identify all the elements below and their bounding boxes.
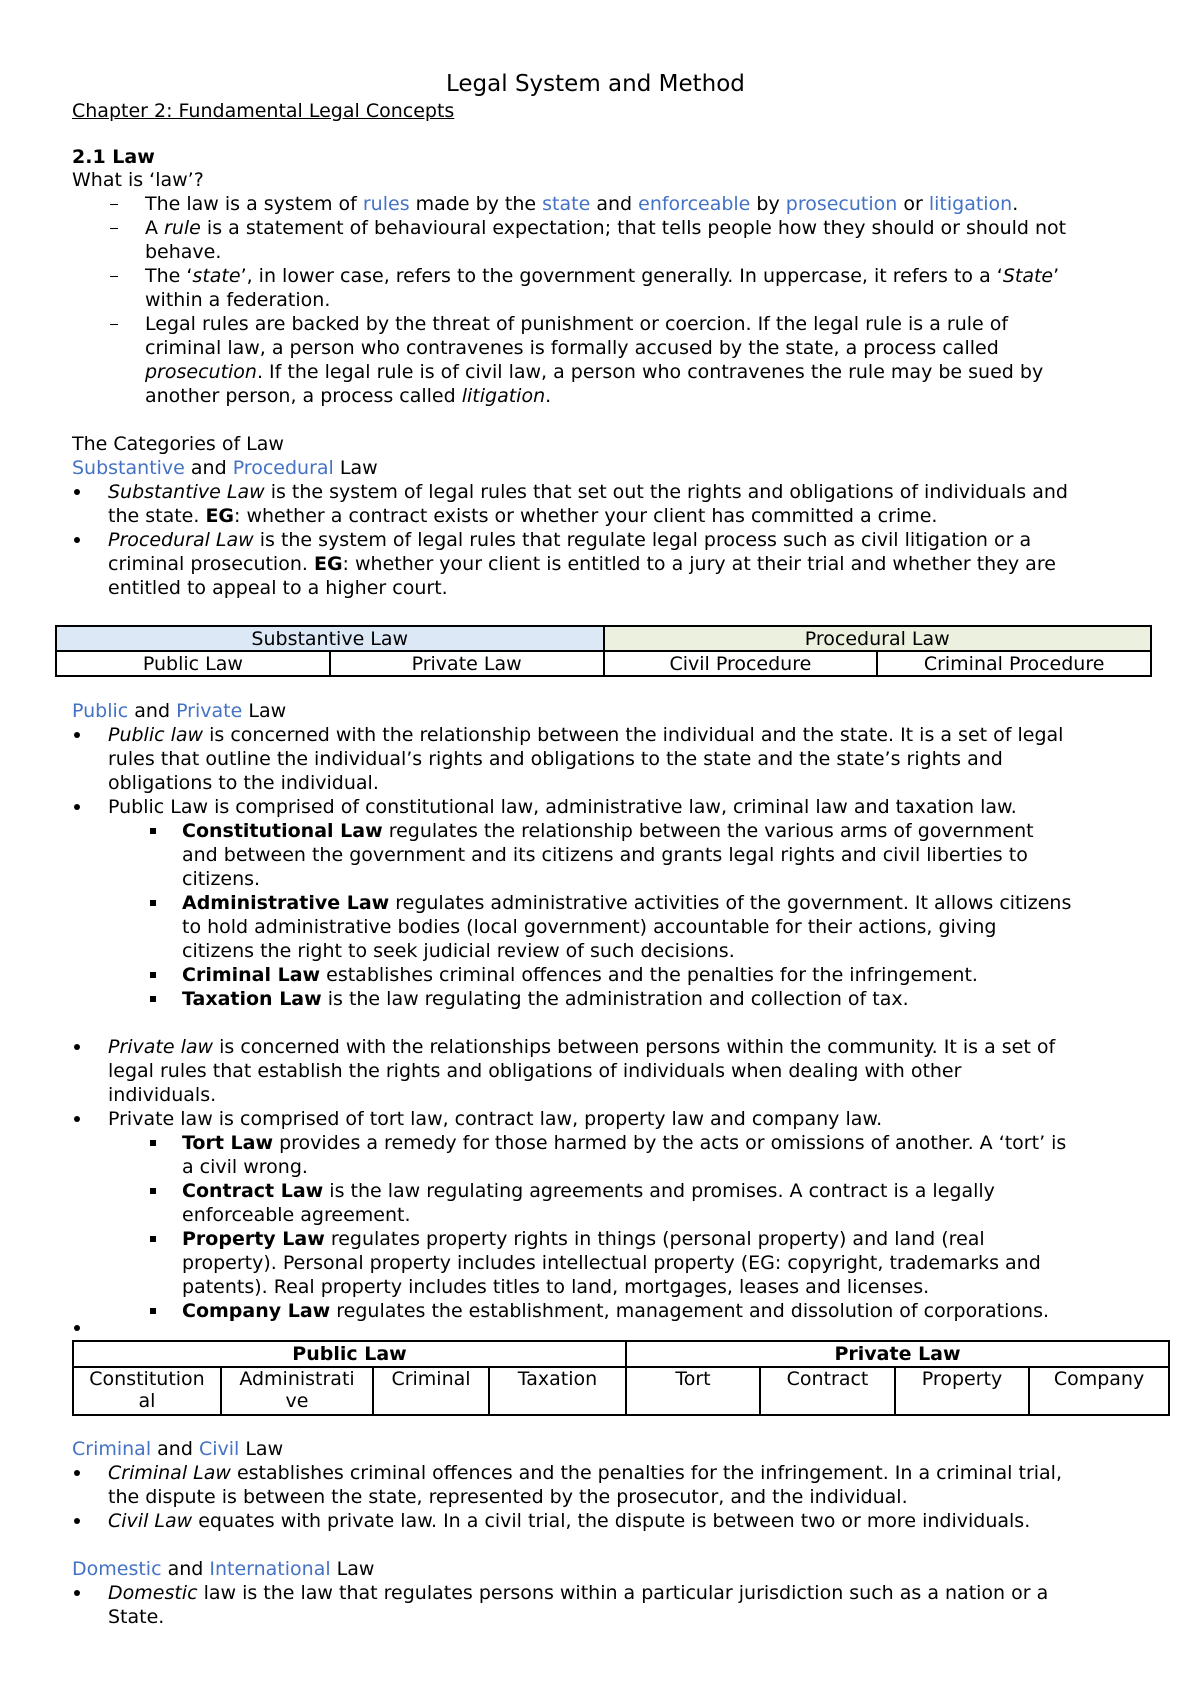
square-bullet [150,996,156,1002]
private-law-def-3: individuals. [108,1084,217,1106]
criminal-law-def-2: the dispute is between the state, represented by the prosecutor, and the individual. [108,1486,908,1508]
square-bullet [150,1188,156,1194]
bullet [74,804,80,810]
table-cell: Constitution al [73,1367,221,1415]
private-law-def-2: legal rules that establish the rights and obligations of individuals when dealing with other [108,1060,962,1082]
administrative-law-1: Administrative Law regulates administrative activities of the government. It allows citizens [182,892,1072,914]
table-cell: Criminal [373,1367,489,1415]
square-bullet [150,1236,156,1242]
square-bullet [150,972,156,978]
public-law-components: Public Law is comprised of constitutional law, administrative law, criminal law and taxation law. [108,796,1017,818]
section-heading: 2.1 Law [72,146,155,168]
tort-law-1: Tort Law provides a remedy for those harmed by the acts or omissions of another. A ‘tort’ is [182,1132,1067,1154]
table-cell: Public Law [56,651,330,676]
public-private-table [72,1340,1170,1416]
substantive-def-1: Substantive Law is the system of legal rules that set out the rights and obligations of individuals and [108,481,1068,503]
domestic-law-def-2: State. [108,1606,165,1628]
question-text: What is ‘law’? [72,169,204,191]
rule-definition: A rule is a statement of behavioural expectation; that tells people how they should or should not [145,217,1067,239]
property-law-3: patents). Real property includes titles to land, mortgages, leases and licenses. [182,1276,930,1298]
law-categories-table [55,625,1152,677]
table-cell: Property [895,1367,1029,1415]
constitutional-law-3: citizens. [182,868,261,890]
criminal-law-def-1: Criminal Law establishes criminal offences and the penalties for the infringement. In a criminal trial, [108,1462,1062,1484]
rule-definition-cont: behave. [145,241,222,263]
substantive-law-header: Substantive Law [56,626,604,651]
table-cell: Taxation [489,1367,626,1415]
table-cell: Company [1029,1367,1169,1415]
contract-law-1: Contract Law is the law regulating agreements and promises. A contract is a legally [182,1180,995,1202]
procedural-def-3: entitled to appeal to a higher court. [108,577,448,599]
chapter-heading: Chapter 2: Fundamental Legal Concepts [72,100,455,122]
document-title: Legal System and Method [446,71,745,97]
property-law-1: Property Law regulates property rights in things (personal property) and land (real [182,1228,985,1250]
table-cell: Tort [626,1367,760,1415]
constitutional-law-1: Constitutional Law regulates the relationship between the various arms of government [182,820,1034,842]
tort-law-2: a civil wrong. [182,1156,308,1178]
constitutional-law-2: and between the government and its citizens and grants legal rights and civil liberties to [182,844,1028,866]
dash-bullet [110,228,118,229]
bullet [74,1590,80,1596]
table-cell: Criminal Procedure [877,651,1151,676]
table-cell: Administrati ve [221,1367,373,1415]
civil-law-def: Civil Law equates with private law. In a civil trial, the dispute is between two or more individuals. [108,1510,1031,1532]
coercion-line-4: another person, a process called litigation. [145,385,552,407]
private-law-header: Private Law [626,1341,1169,1367]
coercion-line-2: criminal law, a person who contravenes is formally accused by the state, a process called [145,337,999,359]
table-cell: Civil Procedure [604,651,878,676]
public-law-def-2: rules that outline the individual’s rights and obligations to the state and the state’s rights and [108,748,1003,770]
administrative-law-3: citizens the right to seek judicial review of such decisions. [182,940,735,962]
bullet [74,1518,80,1524]
property-law-2: property). Personal property includes intellectual property (EG: copyright, trademarks and [182,1252,1041,1274]
law-definition: The law is a system of rules made by the state and enforceable by prosecution or litigation. [145,193,1019,215]
table-cell: Private Law [330,651,604,676]
bullet [74,732,80,738]
bullet [74,1044,80,1050]
square-bullet [150,900,156,906]
bullet [74,1116,80,1122]
coercion-line-1: Legal rules are backed by the threat of punishment or coercion. If the legal rule is a rule of [145,313,1009,335]
empty-bullet [74,1325,80,1331]
pub-priv-heading: Public and Private Law [72,700,287,722]
dom-int-heading: Domestic and International Law [72,1558,375,1580]
dash-bullet [110,204,118,205]
procedural-law-header: Procedural Law [604,626,1152,651]
categories-heading: The Categories of Law [72,433,284,455]
criminal-law-item: Criminal Law establishes criminal offences and the penalties for the infringement. [182,964,978,986]
substantive-def-2: the state. EG: whether a contract exists or whether your client has committed a crime. [108,505,938,527]
square-bullet [150,828,156,834]
procedural-def-2: criminal prosecution. EG: whether your client is entitled to a jury at their trial and whether they are [108,553,1056,575]
domestic-law-def-1: Domestic law is the law that regulates persons within a particular jurisdiction such as a nation or a [108,1582,1049,1604]
coercion-line-3: prosecution. If the legal rule is of civil law, a person who contravenes the rule may be sued by [145,361,1044,383]
square-bullet [150,1140,156,1146]
state-definition: The ‘state’, in lower case, refers to the government generally. In uppercase, it refers to a ‘State’ [145,265,1060,287]
public-law-def-3: obligations to the individual. [108,772,379,794]
sub-proc-heading: Substantive and Procedural Law [72,457,378,479]
public-law-header: Public Law [73,1341,626,1367]
table-cell: Contract [760,1367,895,1415]
crim-civ-heading: Criminal and Civil Law [72,1438,284,1460]
square-bullet [150,1308,156,1314]
state-definition-cont: within a federation. [145,289,331,311]
contract-law-2: enforceable agreement. [182,1204,411,1226]
bullet [74,537,80,543]
private-law-components: Private law is comprised of tort law, contract law, property law and company law. [108,1108,883,1130]
public-law-def-1: Public law is concerned with the relationship between the individual and the state. It is a set of legal [108,724,1064,746]
bullet [74,489,80,495]
taxation-law-item: Taxation Law is the law regulating the administration and collection of tax. [182,988,909,1010]
administrative-law-2: to hold administrative bodies (local government) accountable for their actions, giving [182,916,997,938]
procedural-def-1: Procedural Law is the system of legal rules that regulate legal process such as civil litigation or a [108,529,1032,551]
dash-bullet [110,276,118,277]
dash-bullet [110,324,118,325]
company-law-item: Company Law regulates the establishment, management and dissolution of corporations. [182,1300,1050,1322]
bullet [74,1470,80,1476]
private-law-def-1: Private law is concerned with the relationships between persons within the community. It is a set of [108,1036,1056,1058]
